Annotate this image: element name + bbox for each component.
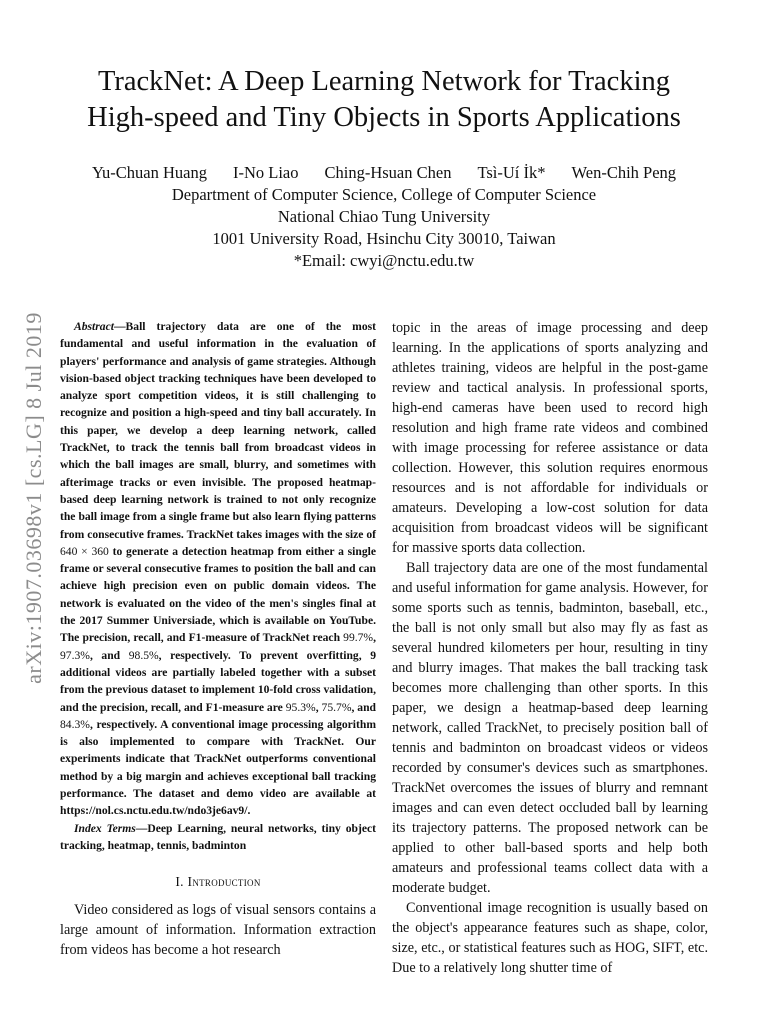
title-line-1: TrackNet: A Deep Learning Network for Tracking bbox=[97, 66, 670, 97]
index-terms bbox=[60, 820, 376, 855]
affiliation-university: National Chiao Tung University bbox=[277, 207, 491, 226]
author-name: I-No Liao bbox=[232, 163, 299, 182]
author-name: Yu-Chuan Huang bbox=[91, 163, 207, 182]
index-terms-text: Deep Learning, neural networks, tiny object tracking, heatmap, tennis, badminton bbox=[60, 821, 376, 852]
author-name: Tsì-Uí İk* bbox=[477, 163, 546, 182]
index-terms-dash: — bbox=[135, 821, 148, 835]
abstract-separator: , bbox=[315, 700, 322, 714]
abstract-image-size: 640 × 360 bbox=[60, 544, 109, 558]
left-column bbox=[60, 318, 376, 960]
affiliation-address: 1001 University Road, Hsinchu City 30010, Taiwan bbox=[212, 229, 556, 248]
abstract-cv-precision-value: 95.3% bbox=[285, 700, 316, 714]
section-number: I. bbox=[175, 874, 188, 890]
intro-paragraph-1-start: Video considered as logs of visual sensors contains a large amount of information. Information extraction from videos has become a hot research bbox=[60, 902, 376, 959]
abstract-text: , respectively. To prevent overfitting, 9 additional videos are partially labeled together with a subset from the previous dataset to implement 10-fold cross validation, and the precision, recall, and F1-measure are bbox=[60, 648, 376, 714]
abstract-f1-value: 98.5% bbox=[128, 648, 159, 662]
author-name: Ching-Hsuan Chen bbox=[324, 163, 452, 182]
intro-paragraph-1-continued: topic in the areas of image processing and deep learning. In the applications of sports analyzing and athletes training, videos are helpful in the post-game review and tactical analysis. In professional sports, high-end cameras have been used to record high resolution and high frame rate videos and combined with image processing for referee assistance or data collection. However, this solution requires enormous resources and is not affordable for individuals or amateurs. Developing a low-cost solution for data acquisition from broadcast videos will be significant for massive sports data collection. bbox=[392, 320, 708, 556]
section-title: Introduction bbox=[187, 874, 261, 890]
abstract-separator: , bbox=[373, 631, 376, 645]
arxiv-identifier: arXiv:1907.03698v1 [cs.LG] 8 Jul 2019 bbox=[21, 312, 46, 684]
author-block bbox=[40, 162, 728, 272]
abstract-cv-f1-value: 84.3% bbox=[60, 717, 90, 731]
intro-paragraph-3: Conventional image recognition is usually based on the object's appearance features such as shape, color, size, etc., or statistical features such as HOG, SIFT, etc. Due to a relatively long shutter time of bbox=[392, 900, 708, 976]
contact-email: *Email: cwyi@nctu.edu.tw bbox=[293, 251, 475, 270]
paper-title bbox=[40, 64, 728, 136]
abstract-text: to generate a detection heatmap from either a single frame or several consecutive frames to position the ball and can achieve high precision even on public domain videos. The network is evaluated on the video of the men's singles final at the 2017 Summer Universiade, which is available on YouTube. The precision, recall, and F1-measure of TrackNet reach bbox=[60, 544, 376, 645]
affiliation-department: Department of Computer Science, College of Computer Science bbox=[171, 185, 597, 204]
author-name: Wen-Chih Peng bbox=[571, 163, 677, 182]
abstract-label: Abstract bbox=[74, 320, 114, 333]
right-column bbox=[392, 318, 708, 978]
abstract-precision-value: 99.7% bbox=[343, 631, 374, 645]
intro-paragraph-2: Ball trajectory data are one of the most fundamental and useful information for game analysis. However, for some sports such as tennis, badminton, baseball, etc., the ball is not only small but also may fly as fast as several hundred kilometers per hour, resulting in tiny and blurry images. That makes the ball tracking task becomes more challenging than other sports. In this paper, we design a heatmap-based deep learning network, called TrackNet, to precisely position ball of tennis and badminton on broadcast videos or videos recorded by consumer's devices such as smartphones. TrackNet overcomes the issues of blurry and remnant images and can even detect occluded ball by learning its trajectory patterns. The proposed network can be applied to other ball-based sports and help both amateurs and professional teams collect data with a moderate budget. bbox=[392, 560, 708, 896]
index-terms-label: Index Terms bbox=[74, 821, 136, 835]
abstract-dash: — bbox=[113, 320, 126, 333]
abstract-cv-recall-value: 75.7% bbox=[321, 700, 352, 714]
title-line-2: High-speed and Tiny Objects in Sports Applications bbox=[87, 102, 681, 133]
author-list bbox=[40, 162, 728, 184]
section-heading-introduction bbox=[60, 874, 376, 890]
abstract-separator: , and bbox=[351, 700, 377, 714]
abstract-text: , respectively. A conventional image processing algorithm is also implemented to compare with TrackNet. Our experiments indicate that TrackNet outperforms conventional method by a big margin and achieves exceptional ball tracking performance. The dataset and demo video are available at https://nol.cs.nctu.edu.tw/ndo3je6av9/. bbox=[60, 717, 376, 818]
arxiv-stamp bbox=[21, 283, 46, 713]
abstract bbox=[60, 318, 376, 820]
abstract-text: Ball trajectory data are one of the most fundamental and useful information in the evaluation of players' performance and analysis of game strategies. Although vision-based object tracking techniques have been developed to analyze sport competition videos, it is still challenging to recognize and position a high-speed and tiny ball accurately. In this paper, we develop a deep learning network, called TrackNet, to track the tennis ball from broadcast videos in which the ball images are small, blurry, and sometimes with afterimage tracks or even invisible. The proposed heatmap-based deep learning network is trained to not only recognize the ball image from a single frame but also learn flying patterns from consecutive frames. TrackNet takes images with the size of bbox=[60, 320, 376, 541]
abstract-separator: , and bbox=[89, 648, 129, 662]
abstract-recall-value: 97.3% bbox=[60, 648, 90, 662]
